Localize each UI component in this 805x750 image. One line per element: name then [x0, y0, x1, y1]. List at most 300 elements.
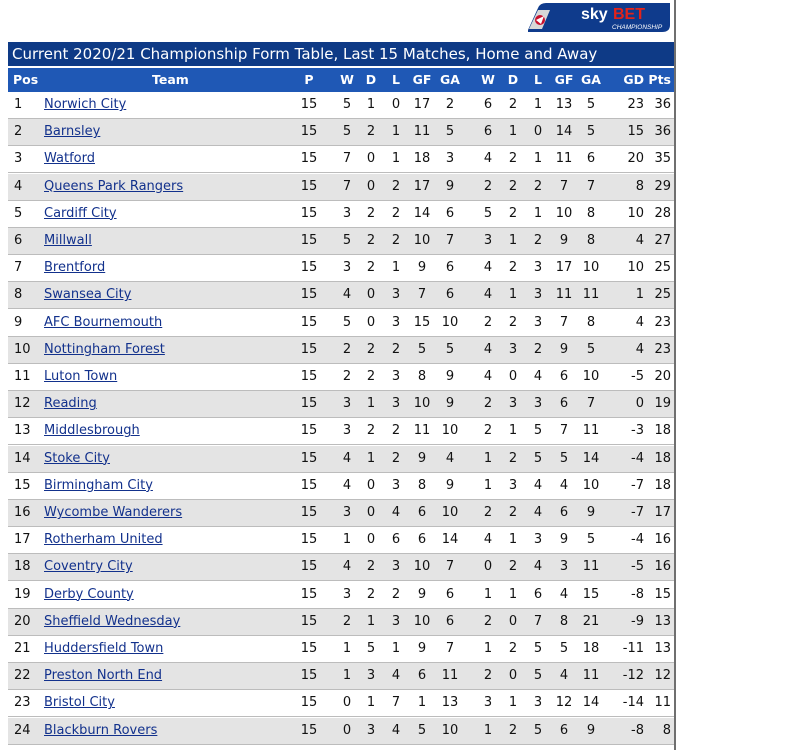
team-link[interactable]: Birmingham City [44, 477, 153, 493]
home-ga-cell: 7 [445, 233, 455, 248]
away-ga-cell: 10 [582, 477, 600, 493]
team-link[interactable]: Reading [44, 396, 97, 412]
gd-cell: 0 [635, 396, 644, 412]
home-gf-cell: 17 [413, 178, 431, 194]
home-w-cell: 4 [342, 450, 352, 466]
table-row [8, 527, 674, 554]
away-d-cell: 2 [508, 151, 518, 167]
home-w-cell: 7 [342, 178, 352, 194]
home-ga-cell: 7 [445, 641, 455, 656]
away-ga-cell: 5 [586, 124, 596, 140]
pts-cell: 36 [654, 124, 671, 140]
home-gf-cell: 9 [417, 586, 427, 602]
home-gf-cell: 7 [417, 287, 427, 303]
played-cell: 15 [300, 695, 318, 711]
page-right-border [674, 0, 676, 750]
home-l-cell: 3 [391, 613, 401, 629]
team-link[interactable]: Wycombe Wanderers [44, 505, 183, 520]
away-w-cell: 4 [483, 341, 493, 357]
pts-cell: 29 [654, 178, 671, 194]
away-w-cell: 1 [483, 641, 493, 656]
home-ga-cell: 4 [445, 450, 455, 466]
home-gf-cell: 8 [417, 477, 427, 493]
pts-cell: 23 [654, 341, 671, 357]
away-gf-cell: 9 [559, 532, 569, 548]
played-cell: 15 [300, 151, 318, 167]
team-link[interactable]: Coventry City [44, 559, 133, 575]
home-l-cell: 4 [391, 722, 401, 738]
pts-cell: 23 [654, 314, 671, 330]
table-row [8, 636, 674, 663]
away-l-cell: 6 [533, 586, 543, 602]
away-w-cell: 1 [483, 722, 493, 738]
pos-cell: 16 [14, 505, 31, 520]
table-row [8, 255, 674, 282]
home-d-cell: 1 [366, 613, 376, 629]
sky-bet-championship-logo [524, 0, 672, 34]
gd-cell: 15 [627, 124, 644, 140]
table-row [8, 391, 674, 418]
away-ga-cell: 15 [582, 586, 600, 602]
home-d-cell: 1 [366, 450, 376, 466]
gd-cell: -9 [631, 613, 644, 629]
home-gf-cell: 6 [417, 668, 427, 684]
away-w-cell: 2 [483, 396, 493, 412]
pts-cell: 18 [654, 477, 671, 493]
away-d-cell: 2 [508, 450, 518, 466]
home-gf-cell: 10 [413, 613, 431, 629]
away-ga-cell: 10 [582, 369, 600, 384]
played-cell: 15 [300, 722, 318, 738]
home-w-cell: 2 [342, 341, 352, 357]
table-row [8, 663, 674, 690]
home-l-cell: 3 [391, 559, 401, 575]
home-w-cell: 4 [342, 287, 352, 303]
away-w-cell: 0 [483, 559, 493, 575]
header-away-l: L [534, 72, 542, 87]
team-link[interactable]: Luton Town [44, 369, 118, 384]
away-d-cell: 3 [508, 341, 518, 357]
home-l-cell: 2 [391, 450, 401, 466]
team-link[interactable]: Watford [44, 151, 95, 167]
table-row [8, 228, 674, 255]
played-cell: 15 [300, 477, 318, 493]
away-l-cell: 5 [533, 668, 543, 684]
away-w-cell: 4 [483, 151, 493, 167]
away-gf-cell: 12 [555, 695, 573, 711]
table-row [8, 554, 674, 581]
gd-cell: -5 [631, 559, 644, 575]
pos-cell: 6 [14, 233, 23, 248]
home-gf-cell: 18 [413, 151, 431, 167]
away-gf-cell: 5 [559, 450, 569, 466]
home-ga-cell: 10 [441, 505, 459, 520]
away-d-cell: 0 [508, 668, 518, 684]
home-w-cell: 3 [342, 260, 352, 276]
gd-cell: -4 [631, 450, 644, 466]
away-ga-cell: 14 [582, 450, 600, 466]
home-d-cell: 2 [366, 559, 376, 575]
header-away-w: W [481, 72, 495, 87]
home-d-cell: 0 [366, 314, 376, 330]
pos-cell: 21 [14, 641, 31, 656]
played-cell: 15 [300, 532, 318, 548]
gd-cell: -8 [631, 586, 644, 602]
played-cell: 15 [300, 314, 318, 330]
home-gf-cell: 1 [417, 695, 427, 711]
home-w-cell: 0 [342, 695, 352, 711]
away-l-cell: 3 [533, 396, 543, 412]
svg-text:sky: sky [581, 6, 608, 23]
team-link[interactable]: Bristol City [44, 695, 115, 711]
away-l-cell: 3 [533, 260, 543, 276]
away-l-cell: 5 [533, 423, 543, 439]
home-ga-cell: 10 [441, 423, 459, 439]
home-ga-cell: 5 [445, 341, 455, 357]
away-d-cell: 2 [508, 314, 518, 330]
away-gf-cell: 10 [555, 205, 573, 221]
away-l-cell: 3 [533, 287, 543, 303]
team-link[interactable]: AFC Bournemouth [44, 314, 163, 330]
team-link[interactable]: Derby County [44, 586, 134, 602]
home-l-cell: 3 [391, 477, 401, 493]
away-l-cell: 1 [533, 205, 543, 221]
pts-cell: 20 [654, 369, 671, 384]
team-link[interactable]: Swansea City [44, 287, 132, 303]
home-d-cell: 2 [366, 423, 376, 439]
home-w-cell: 2 [342, 369, 352, 384]
home-ga-cell: 3 [445, 151, 455, 167]
gd-cell: -5 [631, 369, 644, 384]
pos-cell: 19 [14, 586, 31, 602]
pts-cell: 18 [654, 450, 671, 466]
pos-cell: 7 [14, 260, 23, 276]
home-gf-cell: 15 [413, 314, 431, 330]
pos-cell: 22 [14, 668, 31, 684]
pts-cell: 16 [654, 532, 671, 548]
away-gf-cell: 7 [559, 423, 569, 439]
home-w-cell: 5 [342, 233, 352, 248]
away-ga-cell: 7 [586, 396, 596, 412]
played-cell: 15 [300, 178, 318, 194]
table-row [8, 418, 674, 445]
home-d-cell: 1 [366, 97, 376, 112]
home-w-cell: 5 [342, 124, 352, 140]
svg-text:CHAMPIONSHIP: CHAMPIONSHIP [612, 24, 663, 31]
away-gf-cell: 9 [559, 233, 569, 248]
away-gf-cell: 17 [555, 260, 573, 276]
away-l-cell: 5 [533, 722, 543, 738]
team-link[interactable]: Nottingham Forest [44, 341, 165, 357]
home-w-cell: 3 [342, 396, 352, 412]
home-ga-cell: 9 [445, 369, 455, 384]
home-l-cell: 1 [391, 151, 401, 167]
away-gf-cell: 11 [555, 151, 573, 167]
table-row [8, 446, 674, 473]
away-w-cell: 6 [483, 124, 493, 140]
home-ga-cell: 6 [445, 287, 455, 303]
team-link[interactable]: Huddersfield Town [44, 641, 164, 656]
played-cell: 15 [300, 341, 318, 357]
home-d-cell: 0 [366, 178, 376, 194]
table-row [8, 473, 674, 500]
home-gf-cell: 8 [417, 369, 427, 384]
pos-cell: 20 [14, 613, 31, 629]
home-gf-cell: 6 [417, 505, 427, 520]
away-ga-cell: 14 [582, 695, 600, 711]
away-ga-cell: 8 [586, 205, 596, 221]
home-d-cell: 5 [366, 641, 376, 656]
svg-text:BET: BET [613, 6, 645, 23]
away-ga-cell: 9 [586, 505, 596, 520]
home-d-cell: 0 [366, 287, 376, 303]
gd-cell: 10 [627, 205, 644, 221]
table-row [8, 582, 674, 609]
home-l-cell: 2 [391, 178, 401, 194]
home-d-cell: 2 [366, 369, 376, 384]
played-cell: 15 [300, 505, 318, 520]
played-cell: 15 [300, 668, 318, 684]
away-l-cell: 4 [533, 369, 543, 384]
pos-cell: 24 [14, 722, 31, 738]
away-d-cell: 1 [508, 532, 518, 548]
away-l-cell: 4 [533, 505, 543, 520]
away-d-cell: 2 [508, 505, 518, 520]
away-ga-cell: 8 [586, 314, 596, 330]
played-cell: 15 [300, 423, 318, 439]
away-l-cell: 7 [533, 613, 543, 629]
home-w-cell: 4 [342, 477, 352, 493]
gd-cell: 1 [635, 287, 644, 303]
pts-cell: 12 [654, 668, 671, 684]
pts-cell: 18 [654, 423, 671, 439]
away-d-cell: 2 [508, 260, 518, 276]
away-w-cell: 2 [483, 613, 493, 629]
home-d-cell: 2 [366, 205, 376, 221]
home-ga-cell: 6 [445, 613, 455, 629]
home-l-cell: 4 [391, 668, 401, 684]
team-link[interactable]: Middlesbrough [44, 423, 140, 439]
away-gf-cell: 4 [559, 586, 569, 602]
away-l-cell: 1 [533, 151, 543, 167]
home-l-cell: 1 [391, 124, 401, 140]
pos-cell: 2 [14, 124, 23, 140]
away-d-cell: 2 [508, 722, 518, 738]
away-l-cell: 3 [533, 695, 543, 711]
team-link[interactable]: Norwich City [44, 97, 127, 112]
home-l-cell: 2 [391, 233, 401, 248]
away-d-cell: 1 [508, 233, 518, 248]
pts-cell: 11 [654, 695, 671, 711]
home-w-cell: 0 [342, 722, 352, 738]
away-gf-cell: 7 [559, 178, 569, 194]
home-gf-cell: 10 [413, 396, 431, 412]
home-l-cell: 4 [391, 505, 401, 520]
away-ga-cell: 10 [582, 260, 600, 276]
away-d-cell: 2 [508, 559, 518, 575]
team-link[interactable]: Sheffield Wednesday [44, 613, 181, 629]
gd-cell: 4 [635, 314, 644, 330]
team-link[interactable]: Queens Park Rangers [44, 178, 184, 194]
away-gf-cell: 7 [559, 314, 569, 330]
away-gf-cell: 13 [555, 97, 573, 112]
away-ga-cell: 8 [586, 233, 596, 248]
gd-cell: 4 [635, 233, 644, 248]
header-home-gf: GF [412, 72, 432, 87]
table-row [8, 310, 674, 337]
away-w-cell: 6 [483, 97, 493, 112]
played-cell: 15 [300, 369, 318, 384]
table-row [8, 718, 674, 745]
home-l-cell: 2 [391, 341, 401, 357]
table-row [8, 609, 674, 636]
home-gf-cell: 10 [413, 233, 431, 248]
home-ga-cell: 9 [445, 396, 455, 412]
table-row [8, 146, 674, 173]
away-w-cell: 5 [483, 205, 493, 221]
team-link[interactable]: Rotherham United [44, 532, 163, 548]
away-l-cell: 0 [533, 124, 543, 140]
table-row [8, 364, 674, 391]
home-d-cell: 1 [366, 695, 376, 711]
header-pos: Pos [13, 72, 39, 87]
home-l-cell: 3 [391, 369, 401, 384]
away-w-cell: 1 [483, 586, 493, 602]
home-ga-cell: 11 [441, 668, 459, 684]
team-link[interactable]: Brentford [44, 260, 106, 276]
pts-cell: 15 [654, 586, 671, 602]
team-link[interactable]: Cardiff City [44, 205, 117, 221]
pos-cell: 3 [14, 151, 23, 167]
away-ga-cell: 5 [586, 532, 596, 548]
home-gf-cell: 10 [413, 559, 431, 575]
played-cell: 15 [300, 613, 318, 629]
away-gf-cell: 8 [559, 613, 569, 629]
header-played: P [304, 72, 314, 87]
team-link[interactable]: Preston North End [44, 668, 163, 684]
pts-cell: 27 [654, 233, 671, 248]
away-gf-cell: 11 [555, 287, 573, 303]
pos-cell: 5 [14, 205, 23, 221]
away-gf-cell: 6 [559, 505, 569, 520]
home-ga-cell: 10 [441, 314, 459, 330]
away-d-cell: 1 [508, 695, 518, 711]
home-d-cell: 1 [366, 396, 376, 412]
team-link[interactable]: Barnsley [44, 124, 101, 140]
home-ga-cell: 9 [445, 178, 455, 194]
gd-cell: 4 [635, 341, 644, 357]
away-w-cell: 4 [483, 287, 493, 303]
home-ga-cell: 6 [445, 586, 455, 602]
away-w-cell: 1 [483, 450, 493, 466]
header-home-d: D [365, 72, 377, 87]
played-cell: 15 [300, 205, 318, 221]
pos-cell: 4 [14, 178, 23, 194]
home-w-cell: 1 [342, 641, 352, 656]
home-ga-cell: 9 [445, 477, 455, 493]
team-link[interactable]: Stoke City [44, 450, 110, 466]
home-ga-cell: 5 [445, 124, 455, 140]
home-l-cell: 1 [391, 641, 401, 656]
played-cell: 15 [300, 97, 318, 112]
table-row [8, 92, 674, 119]
away-w-cell: 2 [483, 314, 493, 330]
away-d-cell: 2 [508, 178, 518, 194]
away-w-cell: 3 [483, 695, 493, 711]
away-l-cell: 3 [533, 532, 543, 548]
table-row [8, 690, 674, 717]
pos-cell: 8 [14, 287, 23, 303]
home-w-cell: 3 [342, 586, 352, 602]
away-gf-cell: 4 [559, 477, 569, 493]
away-w-cell: 3 [483, 233, 493, 248]
home-gf-cell: 17 [413, 97, 431, 112]
pos-cell: 18 [14, 559, 31, 575]
away-ga-cell: 5 [586, 341, 596, 357]
home-l-cell: 0 [391, 97, 401, 112]
pos-cell: 1 [14, 97, 23, 112]
gd-cell: 23 [627, 97, 644, 112]
away-ga-cell: 18 [582, 641, 600, 656]
header-team: Team [152, 72, 189, 87]
home-l-cell: 2 [391, 423, 401, 439]
home-w-cell: 5 [342, 97, 352, 112]
away-l-cell: 4 [533, 559, 543, 575]
away-d-cell: 1 [508, 287, 518, 303]
played-cell: 15 [300, 450, 318, 466]
pos-cell: 11 [14, 369, 31, 384]
home-d-cell: 0 [366, 477, 376, 493]
home-d-cell: 3 [366, 668, 376, 684]
pts-cell: 8 [662, 722, 671, 738]
away-l-cell: 5 [533, 641, 543, 656]
pts-cell: 25 [654, 287, 671, 303]
pos-cell: 17 [14, 532, 31, 548]
home-d-cell: 2 [366, 233, 376, 248]
gd-cell: -14 [622, 695, 644, 711]
away-ga-cell: 11 [582, 559, 600, 575]
home-d-cell: 2 [366, 124, 376, 140]
gd-cell: -4 [631, 532, 644, 548]
table-row [8, 500, 674, 527]
gd-cell: 8 [635, 178, 644, 194]
home-l-cell: 7 [391, 695, 401, 711]
pos-cell: 14 [14, 450, 31, 466]
header-pts: Pts [648, 72, 671, 87]
home-w-cell: 5 [342, 314, 352, 330]
played-cell: 15 [300, 586, 318, 602]
home-d-cell: 0 [366, 532, 376, 548]
away-gf-cell: 6 [559, 369, 569, 384]
team-link[interactable]: Blackburn Rovers [44, 722, 158, 738]
pts-cell: 28 [654, 205, 671, 221]
table-title: Current 2020/21 Championship Form Table, Last 15 Matches, Home and Away [8, 42, 674, 66]
home-gf-cell: 5 [417, 722, 427, 738]
header-home-l: L [392, 72, 400, 87]
home-ga-cell: 10 [441, 722, 459, 738]
team-link[interactable]: Millwall [44, 233, 92, 248]
away-l-cell: 5 [533, 450, 543, 466]
away-w-cell: 2 [483, 668, 493, 684]
home-gf-cell: 5 [417, 341, 427, 357]
away-l-cell: 1 [533, 97, 543, 112]
gd-cell: -8 [631, 722, 644, 738]
pos-cell: 15 [14, 477, 31, 493]
pos-cell: 10 [14, 341, 31, 357]
home-l-cell: 2 [391, 586, 401, 602]
away-gf-cell: 9 [559, 341, 569, 357]
played-cell: 15 [300, 233, 318, 248]
